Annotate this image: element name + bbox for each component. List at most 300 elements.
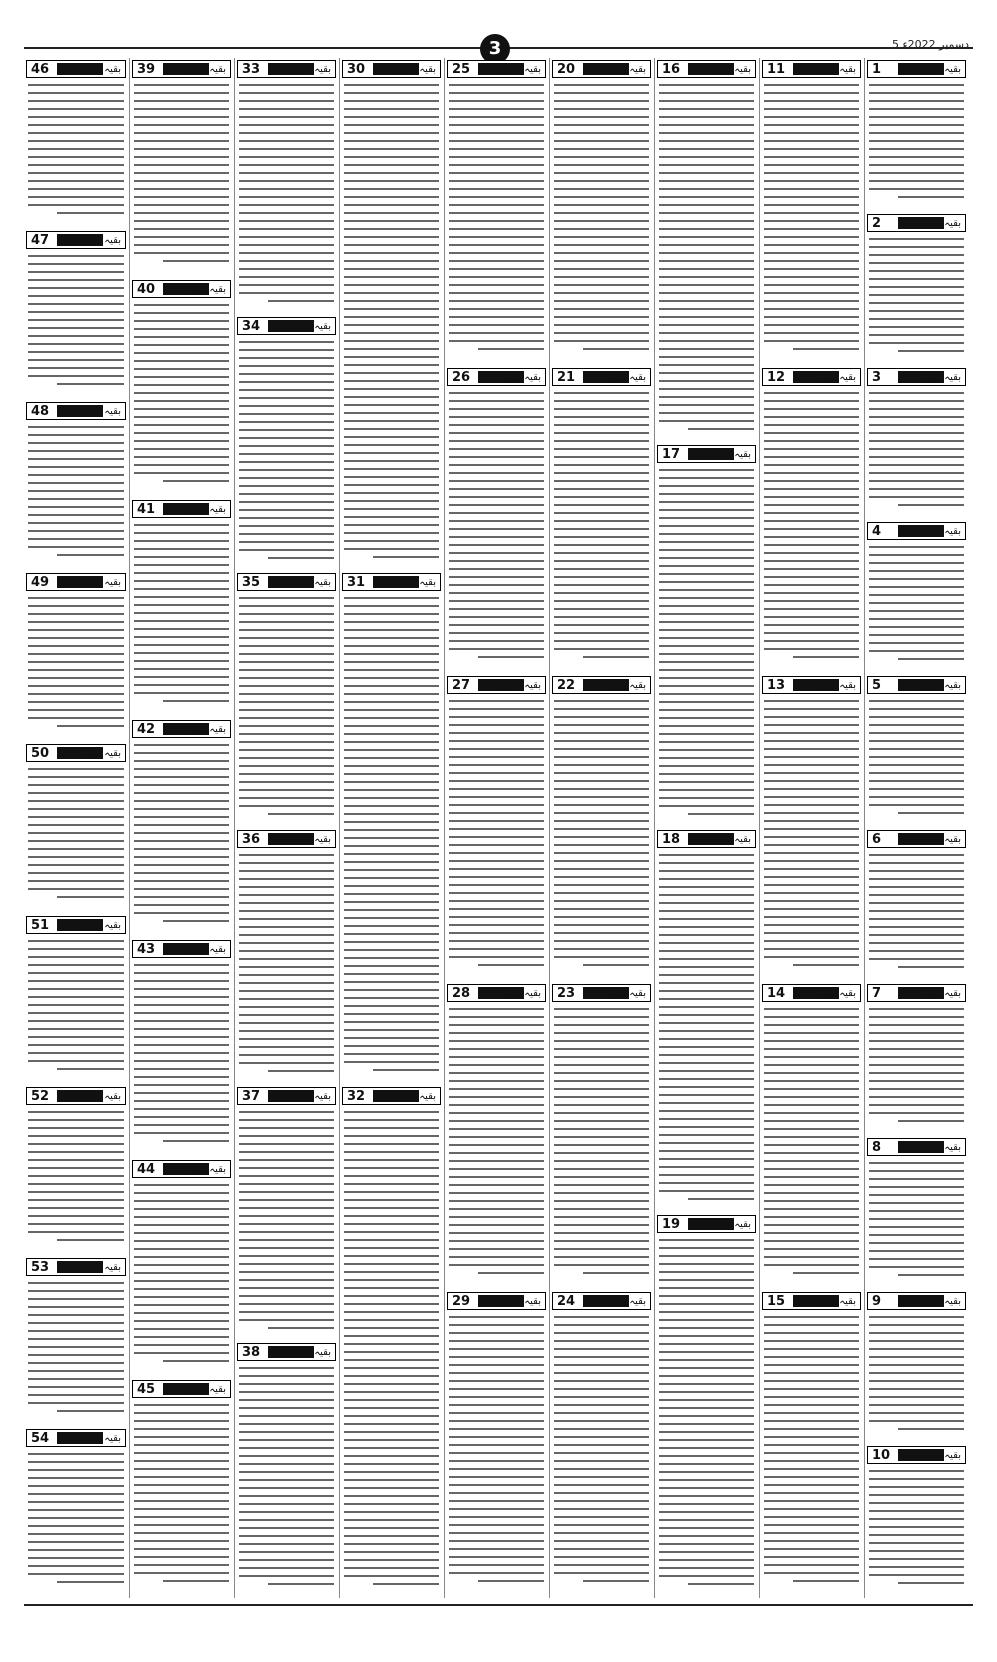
text-line: [554, 448, 649, 450]
text-line: [869, 1380, 964, 1382]
text-line: [28, 1493, 124, 1495]
text-line: [869, 1542, 964, 1544]
text-line: [449, 884, 544, 886]
text-line: [344, 1303, 439, 1305]
text-line: [764, 512, 859, 514]
continuation-label: بقیہ نمبر: [924, 834, 961, 845]
article-text: [28, 1111, 124, 1247]
text-line: [239, 886, 334, 888]
text-line: [239, 228, 334, 230]
text-line: [239, 805, 334, 807]
text-line: [449, 440, 544, 442]
text-line: [659, 1022, 754, 1024]
text-line: [449, 188, 544, 190]
text-line: [239, 629, 334, 631]
text-line: [239, 92, 334, 94]
text-line: [449, 228, 544, 230]
text-line: [869, 1526, 964, 1528]
continuation-label: بقیہ نمبر: [84, 235, 121, 247]
article-text: [554, 84, 649, 356]
text-line: [239, 1319, 334, 1321]
text-line: [869, 862, 964, 864]
continuation-number: 41: [137, 502, 156, 517]
text-line: [554, 1460, 649, 1462]
text-line: [239, 1175, 334, 1177]
text-line: [239, 116, 334, 118]
text-line: [869, 416, 964, 418]
text-line: [344, 701, 439, 703]
text-line: [449, 488, 544, 490]
text-line: [239, 252, 334, 254]
text-line: [449, 520, 544, 522]
column: [234, 58, 338, 1598]
text-line: [554, 132, 649, 134]
text-line: [869, 950, 964, 952]
text-line: [764, 764, 859, 766]
text-line: [554, 748, 649, 750]
text-line: [764, 1008, 859, 1010]
text-line: [554, 480, 649, 482]
text-line: [659, 1495, 754, 1497]
text-line: [764, 1200, 859, 1202]
text-line: [134, 1200, 229, 1202]
text-line: [134, 148, 229, 150]
text-line: [28, 1111, 124, 1113]
text-line: [764, 528, 859, 530]
continuation-label: بقیہ نمبر: [294, 577, 331, 589]
text-line: [659, 1078, 754, 1080]
text-line: [134, 1068, 229, 1070]
text-line: [554, 1264, 649, 1266]
text-line: [344, 1511, 439, 1513]
text-line: [659, 180, 754, 182]
text-line: [554, 640, 649, 642]
text-line: [344, 92, 439, 94]
text-line: [28, 621, 124, 623]
text-line: [764, 544, 859, 546]
text-line: [869, 1178, 964, 1180]
continuation-label: بقیہ نمبر: [189, 724, 226, 735]
continuation-number: 36: [242, 832, 261, 847]
text-line: [869, 254, 964, 256]
text-line: [449, 116, 544, 118]
text-line: [659, 685, 754, 687]
text-line: [688, 1198, 755, 1200]
continuation-header: [867, 1292, 966, 1310]
text-line: [764, 1340, 859, 1342]
text-line: [764, 1452, 859, 1454]
continuation-number: 37: [242, 1088, 261, 1104]
text-line: [134, 660, 229, 662]
text-line: [134, 116, 229, 118]
text-line: [659, 934, 754, 936]
text-line: [57, 554, 124, 556]
text-line: [869, 1412, 964, 1414]
text-line: [869, 894, 964, 896]
text-line: [659, 236, 754, 238]
text-line: [134, 540, 229, 542]
text-line: [134, 312, 229, 314]
text-line: [554, 1420, 649, 1422]
text-line: [554, 780, 649, 782]
text-line: [239, 653, 334, 655]
text-line: [344, 164, 439, 166]
text-line: [28, 1322, 124, 1324]
continuation-header: [132, 1160, 231, 1178]
continuation-label: بقیہ نمبر: [189, 944, 226, 955]
text-line: [28, 824, 124, 826]
text-line: [659, 677, 754, 679]
text-line: [134, 596, 229, 598]
text-line: [28, 482, 124, 484]
continuation-label: بقیہ نمبر: [924, 372, 961, 383]
text-line: [344, 356, 439, 358]
text-line: [239, 180, 334, 182]
text-line: [764, 100, 859, 102]
text-line: [659, 894, 754, 896]
text-line: [134, 564, 229, 566]
text-line: [239, 421, 334, 423]
text-line: [134, 384, 229, 386]
text-line: [239, 413, 334, 415]
text-line: [764, 600, 859, 602]
text-line: [134, 320, 229, 322]
text-line: [134, 532, 229, 534]
text-line: [554, 836, 649, 838]
text-line: [869, 546, 964, 548]
page-number-badge: 3: [480, 34, 510, 64]
text-line: [449, 528, 544, 530]
text-line: [659, 1367, 754, 1369]
text-line: [28, 466, 124, 468]
text-line: [554, 268, 649, 270]
text-line: [134, 440, 229, 442]
text-line: [449, 1240, 544, 1242]
text-line: [134, 692, 229, 694]
text-line: [239, 998, 334, 1000]
text-line: [239, 164, 334, 166]
text-line: [449, 196, 544, 198]
text-line: [554, 892, 649, 894]
text-line: [554, 708, 649, 710]
text-line: [134, 1184, 229, 1186]
text-line: [344, 316, 439, 318]
text-line: [134, 572, 229, 574]
text-line: [134, 1548, 229, 1550]
text-line: [554, 392, 649, 394]
text-line: [659, 324, 754, 326]
text-line: [449, 1112, 544, 1114]
text-line: [134, 220, 229, 222]
text-line: [659, 557, 754, 559]
text-line: [134, 1280, 229, 1282]
text-line: [659, 1311, 754, 1313]
text-line: [344, 789, 439, 791]
text-line: [449, 400, 544, 402]
text-line: [239, 982, 334, 984]
text-line: [449, 236, 544, 238]
continuation-header: [867, 1446, 966, 1464]
text-line: [583, 656, 650, 658]
text-line: [554, 1348, 649, 1350]
text-line: [449, 472, 544, 474]
text-line: [764, 1024, 859, 1026]
column: [24, 58, 128, 1598]
continuation-label: بقیہ نمبر: [924, 680, 961, 691]
text-line: [869, 1534, 964, 1536]
text-line: [659, 196, 754, 198]
continuation-label: بقیہ نمبر: [504, 1296, 541, 1307]
continuation-label: بقیہ نمبر: [399, 577, 436, 589]
text-line: [239, 1463, 334, 1465]
text-line: [344, 645, 439, 647]
text-line: [239, 1231, 334, 1233]
continuation-header: [132, 720, 231, 738]
continuation-number: 10: [872, 1448, 891, 1463]
text-line: [659, 1134, 754, 1136]
text-line: [764, 140, 859, 142]
text-line: [239, 1038, 334, 1040]
text-line: [764, 212, 859, 214]
continuation-label: بقیہ نمبر: [924, 1296, 961, 1307]
text-line: [28, 1119, 124, 1121]
text-line: [449, 416, 544, 418]
continuation-label: بقیہ نمبر: [924, 1450, 961, 1461]
text-line: [344, 196, 439, 198]
text-line: [659, 1359, 754, 1361]
text-line: [449, 148, 544, 150]
text-line: [134, 1564, 229, 1566]
text-line: [659, 637, 754, 639]
text-line: [869, 1088, 964, 1090]
article-text: [764, 392, 859, 664]
text-line: [344, 933, 439, 935]
text-line: [659, 621, 754, 623]
text-line: [449, 1524, 544, 1526]
text-line: [659, 781, 754, 783]
text-line: [554, 164, 649, 166]
text-line: [134, 172, 229, 174]
text-line: [554, 252, 649, 254]
text-line: [554, 400, 649, 402]
continuation-header: [657, 445, 756, 463]
text-line: [449, 836, 544, 838]
text-line: [344, 140, 439, 142]
text-line: [554, 116, 649, 118]
text-line: [449, 1316, 544, 1318]
text-line: [554, 324, 649, 326]
text-line: [764, 1500, 859, 1502]
text-line: [554, 84, 649, 86]
continuation-header: [132, 280, 231, 298]
continuation-label: بقیہ نمبر: [504, 372, 541, 383]
text-line: [344, 1135, 439, 1137]
article-text: [869, 854, 964, 974]
text-line: [344, 1487, 439, 1489]
text-line: [239, 453, 334, 455]
text-line: [898, 196, 965, 198]
text-line: [554, 1500, 649, 1502]
text-line: [134, 880, 229, 882]
text-line: [239, 365, 334, 367]
text-line: [134, 244, 229, 246]
text-line: [554, 1428, 649, 1430]
text-line: [449, 648, 544, 650]
text-line: [449, 1048, 544, 1050]
text-line: [344, 1029, 439, 1031]
text-line: [449, 560, 544, 562]
text-line: [134, 84, 229, 86]
text-line: [344, 428, 439, 430]
text-line: [869, 132, 964, 134]
text-line: [659, 116, 754, 118]
text-line: [28, 506, 124, 508]
text-line: [659, 220, 754, 222]
text-line: [28, 327, 124, 329]
text-line: [344, 1439, 439, 1441]
text-line: [554, 1324, 649, 1326]
text-line: [344, 853, 439, 855]
text-line: [449, 788, 544, 790]
text-line: [344, 1383, 439, 1385]
text-line: [764, 812, 859, 814]
text-line: [239, 1535, 334, 1537]
text-line: [659, 140, 754, 142]
continuation-number: 11: [767, 62, 786, 77]
continuation-number: 21: [557, 370, 576, 385]
text-line: [554, 1224, 649, 1226]
text-line: [869, 270, 964, 272]
text-line: [344, 1159, 439, 1161]
text-line: [764, 584, 859, 586]
text-line: [869, 1170, 964, 1172]
text-line: [554, 844, 649, 846]
text-line: [449, 860, 544, 862]
text-line: [659, 725, 754, 727]
text-line: [554, 528, 649, 530]
continuation-header: [447, 1292, 546, 1310]
text-line: [764, 1388, 859, 1390]
text-line: [764, 1556, 859, 1558]
text-line: [239, 493, 334, 495]
text-line: [28, 956, 124, 958]
text-line: [163, 480, 230, 482]
text-line: [344, 292, 439, 294]
text-line: [764, 884, 859, 886]
text-line: [659, 1014, 754, 1016]
text-line: [659, 629, 754, 631]
text-line: [869, 262, 964, 264]
text-line: [554, 740, 649, 742]
text-line: [239, 613, 334, 615]
text-line: [659, 1054, 754, 1056]
text-line: [764, 1048, 859, 1050]
article-text: [239, 597, 334, 821]
text-line: [869, 326, 964, 328]
text-line: [764, 156, 859, 158]
text-line: [869, 1048, 964, 1050]
text-line: [449, 132, 544, 134]
text-line: [764, 1316, 859, 1318]
text-line: [659, 164, 754, 166]
text-line: [344, 805, 439, 807]
text-line: [134, 1420, 229, 1422]
text-line: [869, 618, 964, 620]
text-line: [688, 1583, 755, 1585]
text-line: [554, 560, 649, 562]
text-line: [688, 813, 755, 815]
text-line: [28, 498, 124, 500]
text-line: [764, 308, 859, 310]
text-line: [449, 1508, 544, 1510]
text-line: [659, 597, 754, 599]
continuation-number: 19: [662, 1217, 681, 1232]
text-line: [134, 1208, 229, 1210]
text-line: [57, 1239, 124, 1241]
text-line: [764, 464, 859, 466]
text-line: [554, 472, 649, 474]
article-text: [659, 84, 754, 436]
text-line: [869, 1266, 964, 1268]
text-line: [869, 926, 964, 928]
text-line: [449, 828, 544, 830]
text-line: [344, 1407, 439, 1409]
continuation-number: 17: [662, 447, 681, 462]
article-text: [659, 469, 754, 821]
text-line: [764, 536, 859, 538]
text-line: [134, 1272, 229, 1274]
text-line: [554, 416, 649, 418]
text-line: [554, 1364, 649, 1366]
text-line: [134, 972, 229, 974]
text-line: [28, 1199, 124, 1201]
text-line: [764, 1224, 859, 1226]
text-line: [344, 1111, 439, 1113]
text-line: [239, 1567, 334, 1569]
text-line: [554, 908, 649, 910]
text-line: [449, 812, 544, 814]
article-text: [28, 940, 124, 1076]
text-line: [869, 392, 964, 394]
text-line: [134, 668, 229, 670]
text-line: [134, 92, 229, 94]
text-line: [239, 437, 334, 439]
text-line: [764, 84, 859, 86]
text-line: [28, 442, 124, 444]
text-line: [449, 496, 544, 498]
text-line: [134, 1060, 229, 1062]
text-line: [659, 1519, 754, 1521]
text-line: [239, 605, 334, 607]
text-line: [344, 1037, 439, 1039]
text-line: [449, 1572, 544, 1574]
text-line: [659, 757, 754, 759]
text-line: [764, 1136, 859, 1138]
text-line: [239, 236, 334, 238]
text-line: [344, 1223, 439, 1225]
text-line: [28, 1330, 124, 1332]
text-line: [764, 300, 859, 302]
article-text: [344, 84, 439, 564]
text-line: [554, 1048, 649, 1050]
text-line: [134, 456, 229, 458]
text-line: [28, 490, 124, 492]
text-line: [344, 821, 439, 823]
text-line: [869, 456, 964, 458]
text-line: [554, 220, 649, 222]
text-line: [134, 212, 229, 214]
text-line: [344, 1013, 439, 1015]
